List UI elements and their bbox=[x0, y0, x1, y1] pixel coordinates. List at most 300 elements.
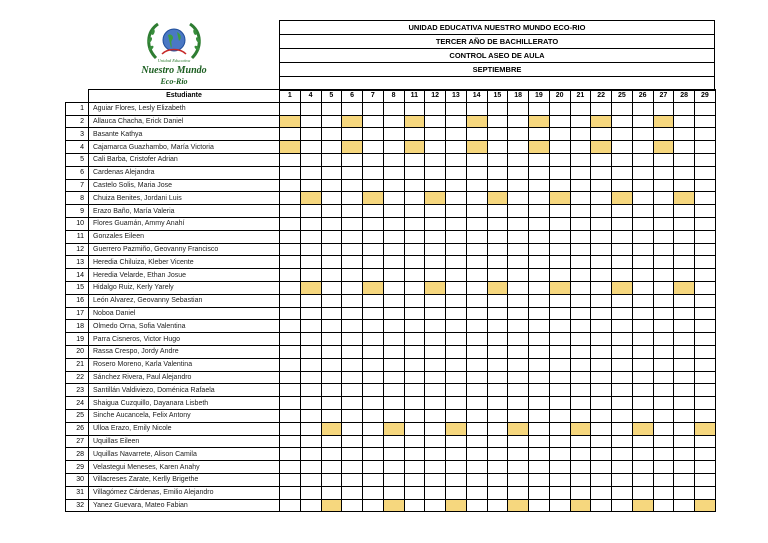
day-cell bbox=[508, 307, 529, 320]
day-cell bbox=[466, 269, 487, 282]
day-cell bbox=[529, 281, 550, 294]
day-cell bbox=[446, 179, 467, 192]
table-row bbox=[66, 166, 716, 179]
assigned-day-cell bbox=[280, 115, 301, 128]
day-cell bbox=[466, 345, 487, 358]
day-cell bbox=[446, 397, 467, 410]
day-cell bbox=[612, 256, 633, 269]
table-row bbox=[66, 397, 716, 410]
day-cell bbox=[570, 461, 591, 474]
assigned-day-cell bbox=[549, 281, 570, 294]
day-cell bbox=[549, 179, 570, 192]
day-cell bbox=[487, 153, 508, 166]
day-cell bbox=[446, 153, 467, 166]
day-cell bbox=[342, 243, 363, 256]
day-cell bbox=[363, 269, 384, 282]
table-row bbox=[66, 499, 716, 512]
day-cell bbox=[508, 384, 529, 397]
day-cell bbox=[425, 115, 446, 128]
assigned-day-cell bbox=[425, 281, 446, 294]
day-cell bbox=[404, 486, 425, 499]
day-cell bbox=[425, 166, 446, 179]
day-cell bbox=[653, 102, 674, 115]
day-cell bbox=[425, 486, 446, 499]
row-number: 25 bbox=[66, 409, 89, 422]
day-cell bbox=[591, 307, 612, 320]
student-name: León Alvarez, Geovanny Sebastian bbox=[89, 294, 280, 307]
day-cell bbox=[612, 358, 633, 371]
day-cell bbox=[508, 409, 529, 422]
day-cell bbox=[612, 217, 633, 230]
day-cell bbox=[363, 153, 384, 166]
day-cell bbox=[591, 192, 612, 205]
day-cell bbox=[695, 486, 716, 499]
day-cell bbox=[280, 461, 301, 474]
day-cell bbox=[487, 397, 508, 410]
day-cell bbox=[529, 422, 550, 435]
day-cell bbox=[591, 333, 612, 346]
day-cell bbox=[487, 473, 508, 486]
day-cell bbox=[342, 192, 363, 205]
row-number: 16 bbox=[66, 294, 89, 307]
header-blank-cell bbox=[66, 90, 89, 103]
day-cell bbox=[300, 179, 321, 192]
day-column-header: 8 bbox=[383, 90, 404, 103]
day-cell bbox=[632, 371, 653, 384]
day-cell bbox=[570, 409, 591, 422]
table-row bbox=[66, 192, 716, 205]
day-cell bbox=[508, 141, 529, 154]
day-cell bbox=[446, 256, 467, 269]
day-cell bbox=[404, 384, 425, 397]
assigned-day-cell bbox=[674, 192, 695, 205]
assigned-day-cell bbox=[612, 192, 633, 205]
day-cell bbox=[280, 320, 301, 333]
day-cell bbox=[632, 281, 653, 294]
day-cell bbox=[549, 128, 570, 141]
day-cell bbox=[695, 153, 716, 166]
day-cell bbox=[529, 371, 550, 384]
day-cell bbox=[321, 384, 342, 397]
day-cell bbox=[425, 102, 446, 115]
day-cell bbox=[487, 128, 508, 141]
day-cell bbox=[321, 115, 342, 128]
day-cell bbox=[695, 243, 716, 256]
day-cell bbox=[632, 358, 653, 371]
day-cell bbox=[487, 486, 508, 499]
day-cell bbox=[342, 205, 363, 218]
day-cell bbox=[695, 307, 716, 320]
day-cell bbox=[383, 141, 404, 154]
day-cell bbox=[653, 473, 674, 486]
day-cell bbox=[508, 320, 529, 333]
day-cell bbox=[529, 473, 550, 486]
day-cell bbox=[695, 448, 716, 461]
day-cell bbox=[508, 281, 529, 294]
day-cell bbox=[612, 435, 633, 448]
day-cell bbox=[404, 358, 425, 371]
table-header-row bbox=[66, 90, 716, 103]
day-cell bbox=[446, 230, 467, 243]
day-cell bbox=[570, 153, 591, 166]
day-cell bbox=[612, 473, 633, 486]
day-cell bbox=[508, 243, 529, 256]
day-cell bbox=[363, 166, 384, 179]
student-name: Cardenas Alejandra bbox=[89, 166, 280, 179]
day-cell bbox=[529, 358, 550, 371]
day-column-header: 28 bbox=[674, 90, 695, 103]
day-cell bbox=[446, 320, 467, 333]
day-cell bbox=[695, 128, 716, 141]
day-cell bbox=[342, 499, 363, 512]
day-cell bbox=[674, 269, 695, 282]
day-cell bbox=[632, 448, 653, 461]
day-cell bbox=[570, 358, 591, 371]
day-cell bbox=[591, 384, 612, 397]
day-cell bbox=[529, 486, 550, 499]
table-row bbox=[66, 358, 716, 371]
day-cell bbox=[425, 217, 446, 230]
day-cell bbox=[466, 473, 487, 486]
student-name: Sinche Aucancela, Felix Antony bbox=[89, 409, 280, 422]
day-cell bbox=[363, 179, 384, 192]
day-cell bbox=[695, 435, 716, 448]
day-cell bbox=[612, 141, 633, 154]
row-number: 7 bbox=[66, 179, 89, 192]
day-cell bbox=[300, 230, 321, 243]
row-number: 19 bbox=[66, 333, 89, 346]
day-cell bbox=[529, 256, 550, 269]
day-cell bbox=[446, 307, 467, 320]
day-cell bbox=[549, 243, 570, 256]
day-cell bbox=[508, 153, 529, 166]
day-cell bbox=[342, 422, 363, 435]
day-cell bbox=[321, 435, 342, 448]
day-cell bbox=[549, 448, 570, 461]
day-cell bbox=[383, 217, 404, 230]
assigned-day-cell bbox=[529, 115, 550, 128]
day-cell bbox=[383, 384, 404, 397]
day-cell bbox=[446, 448, 467, 461]
day-cell bbox=[466, 397, 487, 410]
student-name: Uquillas Navarrete, Alison Camila bbox=[89, 448, 280, 461]
row-number: 20 bbox=[66, 345, 89, 358]
day-cell bbox=[612, 166, 633, 179]
day-cell bbox=[570, 102, 591, 115]
day-cell bbox=[425, 294, 446, 307]
day-cell bbox=[529, 384, 550, 397]
student-name: Chuiza Benites, Jordani Luis bbox=[89, 192, 280, 205]
table-row bbox=[66, 269, 716, 282]
day-cell bbox=[363, 128, 384, 141]
day-cell bbox=[653, 281, 674, 294]
day-cell bbox=[342, 128, 363, 141]
student-name: Aguiar Flores, Lesly Elizabeth bbox=[89, 102, 280, 115]
day-cell bbox=[425, 461, 446, 474]
day-cell bbox=[466, 281, 487, 294]
student-name: Noboa Daniel bbox=[89, 307, 280, 320]
day-column-header: 5 bbox=[321, 90, 342, 103]
day-cell bbox=[612, 448, 633, 461]
day-cell bbox=[363, 486, 384, 499]
day-cell bbox=[342, 307, 363, 320]
day-cell bbox=[529, 243, 550, 256]
day-cell bbox=[591, 435, 612, 448]
table-row bbox=[66, 333, 716, 346]
day-cell bbox=[446, 486, 467, 499]
day-cell bbox=[632, 128, 653, 141]
table-row bbox=[66, 115, 716, 128]
day-cell bbox=[321, 243, 342, 256]
day-cell bbox=[508, 358, 529, 371]
day-cell bbox=[632, 166, 653, 179]
day-cell bbox=[695, 205, 716, 218]
student-name: Shaigua Cuzquillo, Dayanara Lisbeth bbox=[89, 397, 280, 410]
day-cell bbox=[632, 461, 653, 474]
day-cell bbox=[321, 192, 342, 205]
day-cell bbox=[300, 333, 321, 346]
day-cell bbox=[404, 397, 425, 410]
day-cell bbox=[280, 473, 301, 486]
day-cell bbox=[549, 307, 570, 320]
day-cell bbox=[570, 179, 591, 192]
day-cell bbox=[549, 320, 570, 333]
day-cell bbox=[404, 128, 425, 141]
day-cell bbox=[280, 307, 301, 320]
day-cell bbox=[321, 333, 342, 346]
day-cell bbox=[549, 486, 570, 499]
day-cell bbox=[653, 243, 674, 256]
day-cell bbox=[591, 294, 612, 307]
day-cell bbox=[383, 192, 404, 205]
month-title: SEPTIEMBRE bbox=[280, 63, 715, 77]
row-number: 24 bbox=[66, 397, 89, 410]
day-cell bbox=[280, 217, 301, 230]
assigned-day-cell bbox=[404, 115, 425, 128]
day-cell bbox=[549, 422, 570, 435]
day-cell bbox=[612, 486, 633, 499]
day-cell bbox=[300, 307, 321, 320]
day-cell bbox=[508, 486, 529, 499]
day-cell bbox=[591, 461, 612, 474]
day-cell bbox=[425, 435, 446, 448]
day-cell bbox=[674, 153, 695, 166]
day-cell bbox=[591, 499, 612, 512]
assigned-day-cell bbox=[487, 192, 508, 205]
student-name: Olmedo Orna, Sofia Valentina bbox=[89, 320, 280, 333]
day-cell bbox=[591, 256, 612, 269]
day-cell bbox=[404, 294, 425, 307]
assigned-day-cell bbox=[404, 141, 425, 154]
row-number: 17 bbox=[66, 307, 89, 320]
day-cell bbox=[570, 320, 591, 333]
table-row bbox=[66, 384, 716, 397]
day-cell bbox=[570, 230, 591, 243]
day-cell bbox=[363, 397, 384, 410]
day-cell bbox=[612, 230, 633, 243]
day-cell bbox=[300, 422, 321, 435]
day-cell bbox=[404, 179, 425, 192]
day-cell bbox=[280, 128, 301, 141]
day-cell bbox=[280, 384, 301, 397]
day-cell bbox=[363, 358, 384, 371]
day-cell bbox=[342, 409, 363, 422]
day-cell bbox=[632, 153, 653, 166]
student-name: Parra Cisneros, Victor Hugo bbox=[89, 333, 280, 346]
day-cell bbox=[653, 192, 674, 205]
day-cell bbox=[508, 217, 529, 230]
day-cell bbox=[674, 179, 695, 192]
day-cell bbox=[549, 371, 570, 384]
day-cell bbox=[549, 217, 570, 230]
day-cell bbox=[383, 333, 404, 346]
day-cell bbox=[280, 345, 301, 358]
day-cell bbox=[529, 217, 550, 230]
day-cell bbox=[425, 371, 446, 384]
day-cell bbox=[466, 256, 487, 269]
day-column-header: 4 bbox=[300, 90, 321, 103]
day-cell bbox=[383, 102, 404, 115]
day-cell bbox=[674, 102, 695, 115]
day-cell bbox=[653, 461, 674, 474]
day-cell bbox=[466, 128, 487, 141]
row-number: 3 bbox=[66, 128, 89, 141]
assigned-day-cell bbox=[280, 141, 301, 154]
day-cell bbox=[383, 269, 404, 282]
day-cell bbox=[404, 243, 425, 256]
day-cell bbox=[674, 294, 695, 307]
day-cell bbox=[425, 230, 446, 243]
day-cell bbox=[591, 473, 612, 486]
table-row bbox=[66, 205, 716, 218]
day-cell bbox=[404, 422, 425, 435]
assigned-day-cell bbox=[653, 115, 674, 128]
day-cell bbox=[425, 179, 446, 192]
day-cell bbox=[529, 320, 550, 333]
day-cell bbox=[321, 358, 342, 371]
day-cell bbox=[674, 358, 695, 371]
day-cell bbox=[363, 141, 384, 154]
table-row bbox=[66, 435, 716, 448]
day-cell bbox=[508, 333, 529, 346]
day-cell bbox=[549, 499, 570, 512]
day-cell bbox=[549, 333, 570, 346]
day-cell bbox=[674, 128, 695, 141]
table-row bbox=[66, 243, 716, 256]
day-cell bbox=[549, 294, 570, 307]
day-cell bbox=[383, 166, 404, 179]
day-cell bbox=[466, 205, 487, 218]
day-cell bbox=[363, 115, 384, 128]
day-cell bbox=[549, 473, 570, 486]
table-row bbox=[66, 371, 716, 384]
day-cell bbox=[653, 320, 674, 333]
day-cell bbox=[487, 141, 508, 154]
day-cell bbox=[612, 422, 633, 435]
day-cell bbox=[342, 230, 363, 243]
day-cell bbox=[570, 294, 591, 307]
day-cell bbox=[425, 358, 446, 371]
day-cell bbox=[591, 358, 612, 371]
day-cell bbox=[695, 166, 716, 179]
assigned-day-cell bbox=[466, 141, 487, 154]
day-cell bbox=[466, 486, 487, 499]
day-cell bbox=[300, 102, 321, 115]
assigned-day-cell bbox=[425, 192, 446, 205]
table-row bbox=[66, 153, 716, 166]
day-cell bbox=[280, 358, 301, 371]
day-cell bbox=[529, 102, 550, 115]
day-cell bbox=[653, 384, 674, 397]
day-cell bbox=[425, 448, 446, 461]
day-cell bbox=[321, 345, 342, 358]
day-cell bbox=[383, 486, 404, 499]
day-cell bbox=[487, 102, 508, 115]
assigned-day-cell bbox=[487, 281, 508, 294]
day-cell bbox=[342, 345, 363, 358]
day-cell bbox=[383, 128, 404, 141]
assigned-day-cell bbox=[632, 422, 653, 435]
day-column-header: 26 bbox=[632, 90, 653, 103]
day-cell bbox=[632, 141, 653, 154]
day-cell bbox=[508, 179, 529, 192]
day-cell bbox=[280, 397, 301, 410]
assigned-day-cell bbox=[674, 281, 695, 294]
school-logo bbox=[134, 18, 214, 86]
day-cell bbox=[570, 115, 591, 128]
table-row bbox=[66, 448, 716, 461]
day-cell bbox=[549, 102, 570, 115]
day-column-header: 20 bbox=[549, 90, 570, 103]
day-cell bbox=[404, 217, 425, 230]
day-cell bbox=[300, 435, 321, 448]
day-cell bbox=[529, 230, 550, 243]
day-cell bbox=[466, 499, 487, 512]
day-cell bbox=[632, 179, 653, 192]
day-cell bbox=[674, 473, 695, 486]
day-cell bbox=[280, 422, 301, 435]
day-cell bbox=[549, 461, 570, 474]
day-cell bbox=[695, 473, 716, 486]
day-cell bbox=[342, 320, 363, 333]
row-number: 15 bbox=[66, 281, 89, 294]
day-column-header: 13 bbox=[446, 90, 467, 103]
day-column-header: 1 bbox=[280, 90, 301, 103]
day-cell bbox=[383, 435, 404, 448]
assigned-day-cell bbox=[321, 499, 342, 512]
day-cell bbox=[466, 409, 487, 422]
day-cell bbox=[632, 320, 653, 333]
day-cell bbox=[404, 281, 425, 294]
day-cell bbox=[487, 166, 508, 179]
row-number: 8 bbox=[66, 192, 89, 205]
day-cell bbox=[446, 128, 467, 141]
day-cell bbox=[466, 153, 487, 166]
day-cell bbox=[300, 217, 321, 230]
day-cell bbox=[570, 256, 591, 269]
day-cell bbox=[466, 320, 487, 333]
day-cell bbox=[487, 217, 508, 230]
day-cell bbox=[404, 230, 425, 243]
day-cell bbox=[446, 192, 467, 205]
day-cell bbox=[612, 205, 633, 218]
day-cell bbox=[300, 384, 321, 397]
day-cell bbox=[342, 153, 363, 166]
day-cell bbox=[591, 230, 612, 243]
assigned-day-cell bbox=[632, 499, 653, 512]
day-cell bbox=[487, 499, 508, 512]
day-cell bbox=[487, 205, 508, 218]
